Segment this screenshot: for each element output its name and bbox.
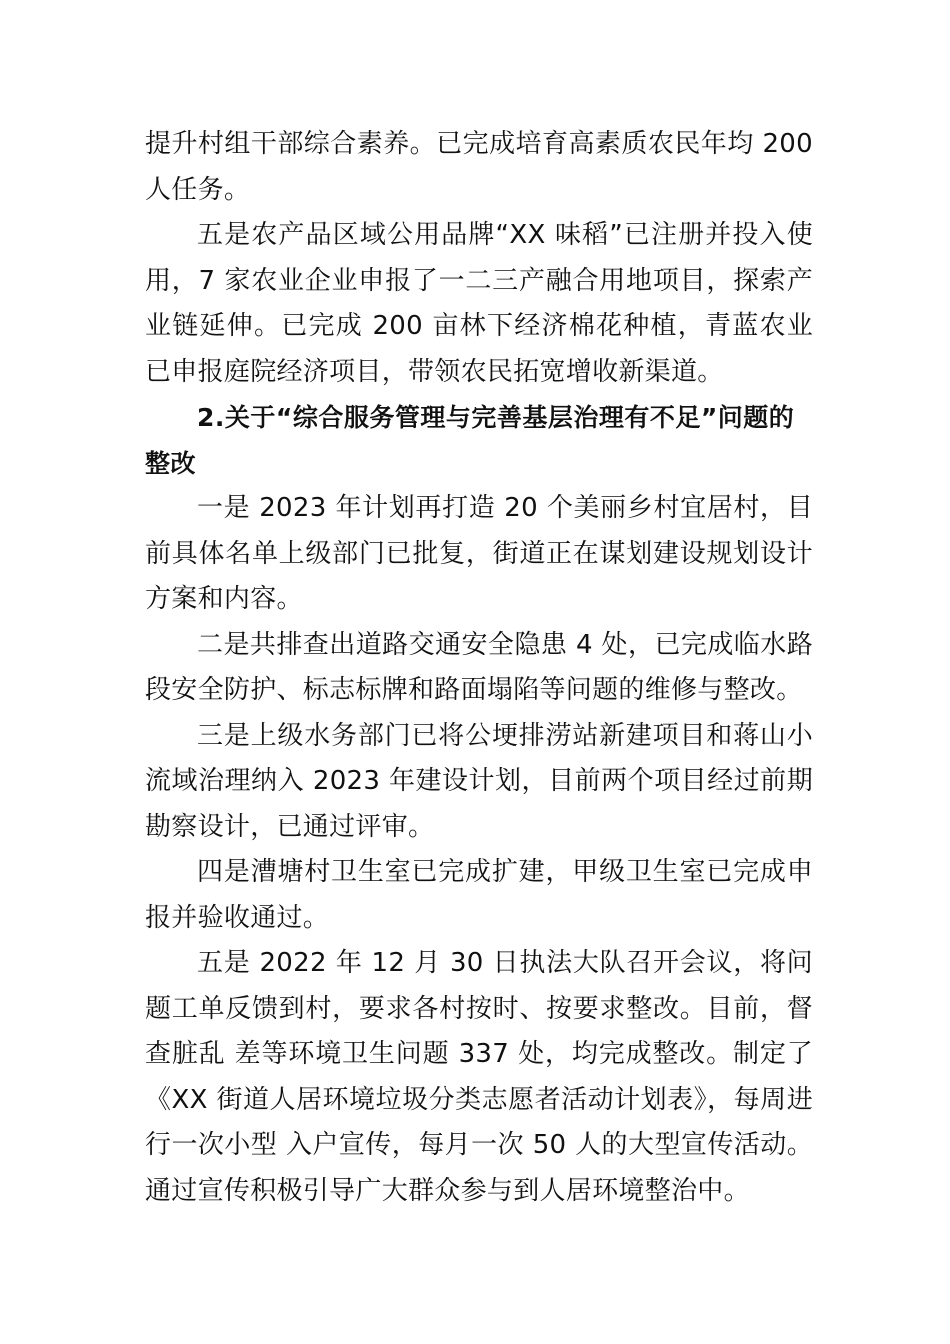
paragraph-cadre-training: 提升村组干部综合素养。已完成培育高素质农民年均 200 人任务。 xyxy=(145,129,813,205)
paragraph-traffic-safety: 二是共排查出道路交通安全隐患 4 处，已完成临水路段安全防护、标志标牌和路面塌陷等问题的维修与整改。 xyxy=(145,629,813,705)
paragraph-environment-rectification: 五是 2022 年 12 月 30 日执法大队召开会议，将问题工单反馈到村，要求各村按时、按要求整改。目前，督查脏乱 差等环境卫生问题 337 处，均完成整改。制定了《XX 街道人居环境垃圾分类志愿者活动计划表》，每周进行一次小型 入户宣传，每月一次 50 人的大型宣传活动。通过宣传积极引导广大群众参与到人居环境整治中。 xyxy=(145,948,813,1206)
paragraph-drainage-projects: 三是上级水务部门已将公埂排涝站新建项目和蒋山小流域治理纳入 2023 年建设计划，目前两个项目经过前期勘察设计，已通过评审。 xyxy=(145,720,813,842)
paragraph-health-clinic: 四是漕塘村卫生室已完成扩建，甲级卫生室已完成申报并验收通过。 xyxy=(145,857,813,933)
document-body xyxy=(145,122,813,1214)
section-heading: 2.关于“综合服务管理与完善基层治理有不足”问题的整改 xyxy=(145,403,795,478)
paragraph-brand-registration: 五是农产品区域公用品牌“XX 味稻”已注册并投入使用，7 家农业企业申报了一二三产融合用地项目，探索产业链延伸。已完成 200 亩林下经济棉花种植，青蓝农业已申报庭院经济项目，带领农民拓宽增收新渠道。 xyxy=(145,220,813,387)
paragraph-livable-villages: 一是 2023 年计划再打造 20 个美丽乡村宜居村，目前具体名单上级部门已批复，街道正在谋划建设规划设计方案和内容。 xyxy=(145,493,813,614)
